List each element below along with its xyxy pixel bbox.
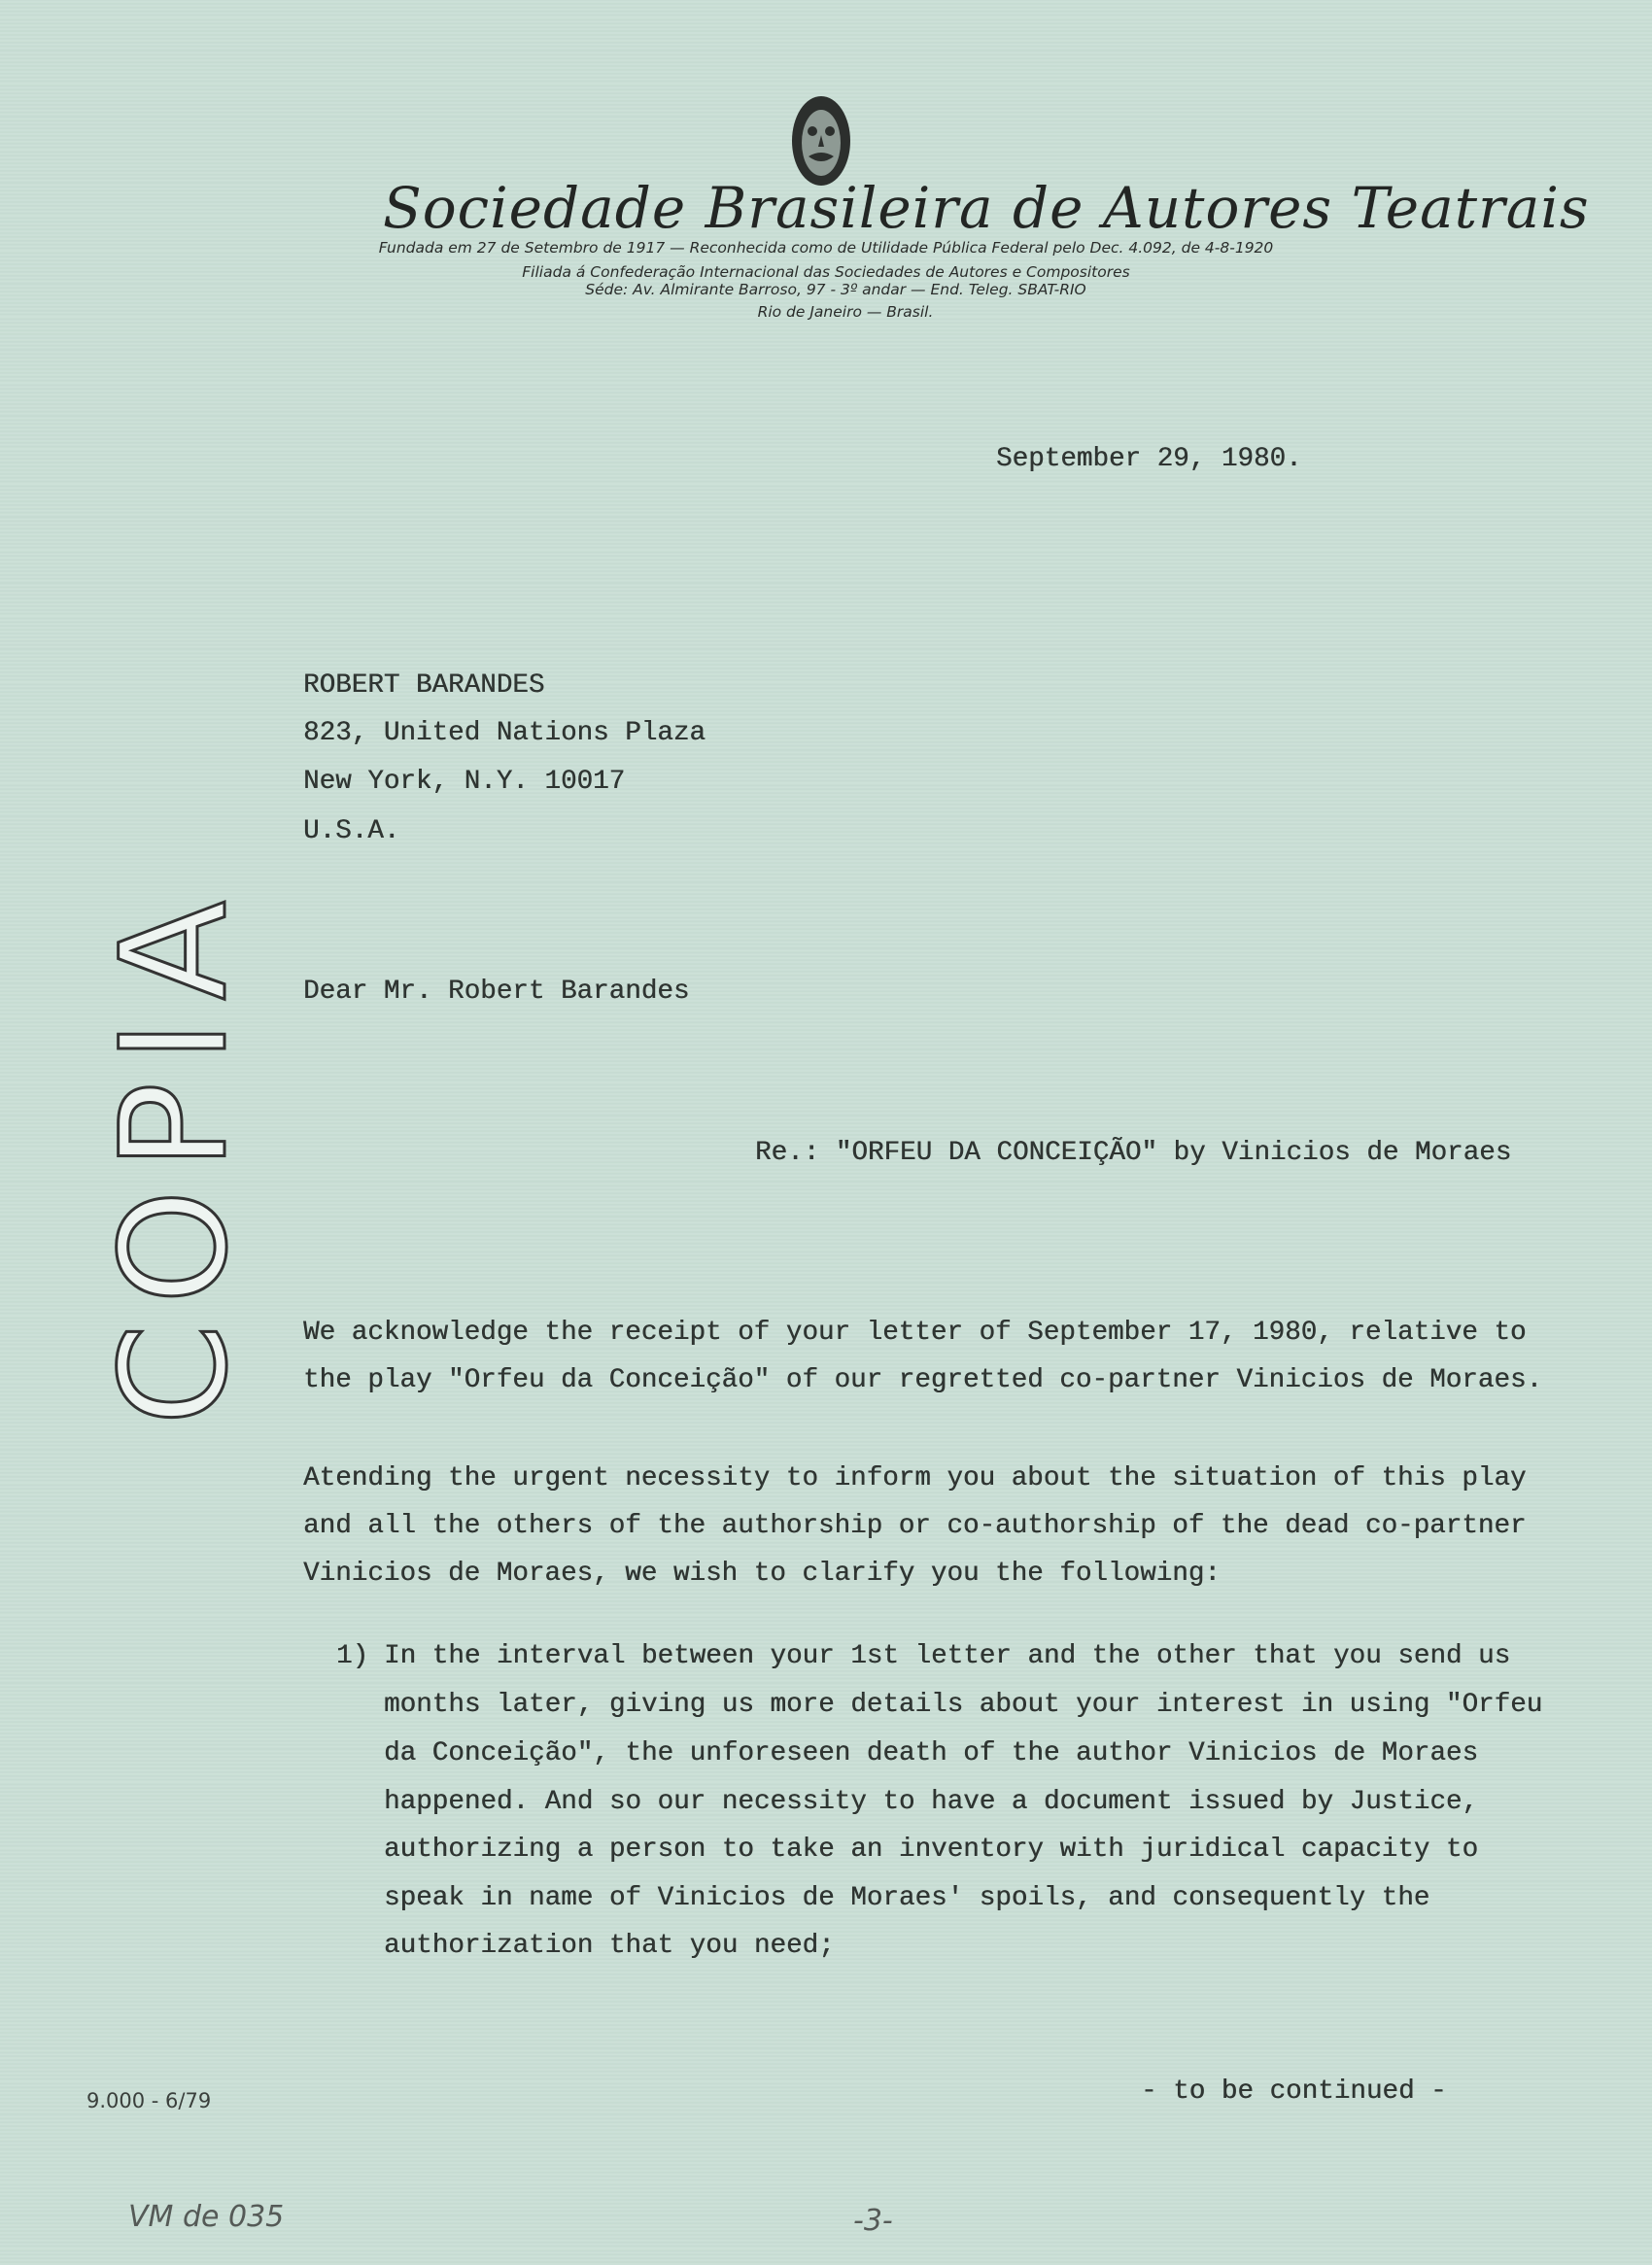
paragraph-line: and all the others of the authorship or co-authorship of the dead co-partner bbox=[303, 1511, 1527, 1541]
list-item-line: authorization that you need; bbox=[384, 1931, 835, 1961]
paragraph-line: Atending the urgent necessity to inform you about the situation of this play bbox=[303, 1463, 1527, 1493]
address-line: ROBERT BARANDES bbox=[303, 670, 545, 701]
paragraph-line: We acknowledge the receipt of your letter of September 17, 1980, relative to bbox=[303, 1318, 1527, 1348]
list-item-line: speak in name of Vinicios de Moraes' spoils, and consequently the bbox=[384, 1883, 1430, 1913]
archive-reference: VM de 035 bbox=[128, 2200, 285, 2234]
letterhead-line-1: Fundada em 27 de Setembro de 1917 — Reconhecida como de Utilidade Pública Federal pelo Dec. 4.092, de 4-8-1920 bbox=[378, 239, 1274, 257]
continued-note: - to be continued - bbox=[1141, 2076, 1447, 2107]
list-item-number: 1) bbox=[336, 1641, 369, 1671]
list-item-line: In the interval between your 1st letter and the other that you send us bbox=[384, 1641, 1511, 1671]
salutation: Dear Mr. Robert Barandes bbox=[303, 977, 690, 1007]
list-item-line: authorizing a person to take an inventory with juridical capacity to bbox=[384, 1835, 1479, 1865]
list-item-line: months later, giving us more details about your interest in using "Orfeu bbox=[384, 1690, 1543, 1720]
address-line: New York, N.Y. 10017 bbox=[303, 767, 626, 797]
letterhead-line-4: Rio de Janeiro — Brasil. bbox=[757, 303, 934, 321]
form-code: 9.000 - 6/79 bbox=[86, 2089, 212, 2112]
copia-stamp: COPIA bbox=[90, 880, 259, 1425]
list-item-line: da Conceição", the unforeseen death of the author Vinicios de Moraes bbox=[384, 1738, 1479, 1768]
letter-date: September 29, 1980. bbox=[996, 444, 1302, 474]
subject-line: Re.: "ORFEU DA CONCEIÇÃO" by Vinicios de Moraes bbox=[755, 1138, 1512, 1168]
paragraph-line: Vinicios de Moraes, we wish to clarify you the following: bbox=[303, 1559, 1221, 1589]
address-line: U.S.A. bbox=[303, 816, 400, 846]
letterhead-line-3: Séde: Av. Almirante Barroso, 97 - 3º andar — End. Teleg. SBAT-RIO bbox=[585, 281, 1086, 298]
page-number: -3- bbox=[853, 2204, 893, 2238]
letterhead-line-2: Filiada á Confederação Internacional das Sociedades de Autores e Compositores bbox=[522, 263, 1130, 281]
letterhead-name: Sociedade Brasileira de Autores Teatrais bbox=[383, 175, 1590, 241]
list-item-line: happened. And so our necessity to have a document issued by Justice, bbox=[384, 1787, 1479, 1817]
paragraph-line: the play "Orfeu da Conceição" of our regretted co-partner Vinicios de Moraes. bbox=[303, 1365, 1543, 1395]
address-line: 823, United Nations Plaza bbox=[303, 718, 706, 748]
